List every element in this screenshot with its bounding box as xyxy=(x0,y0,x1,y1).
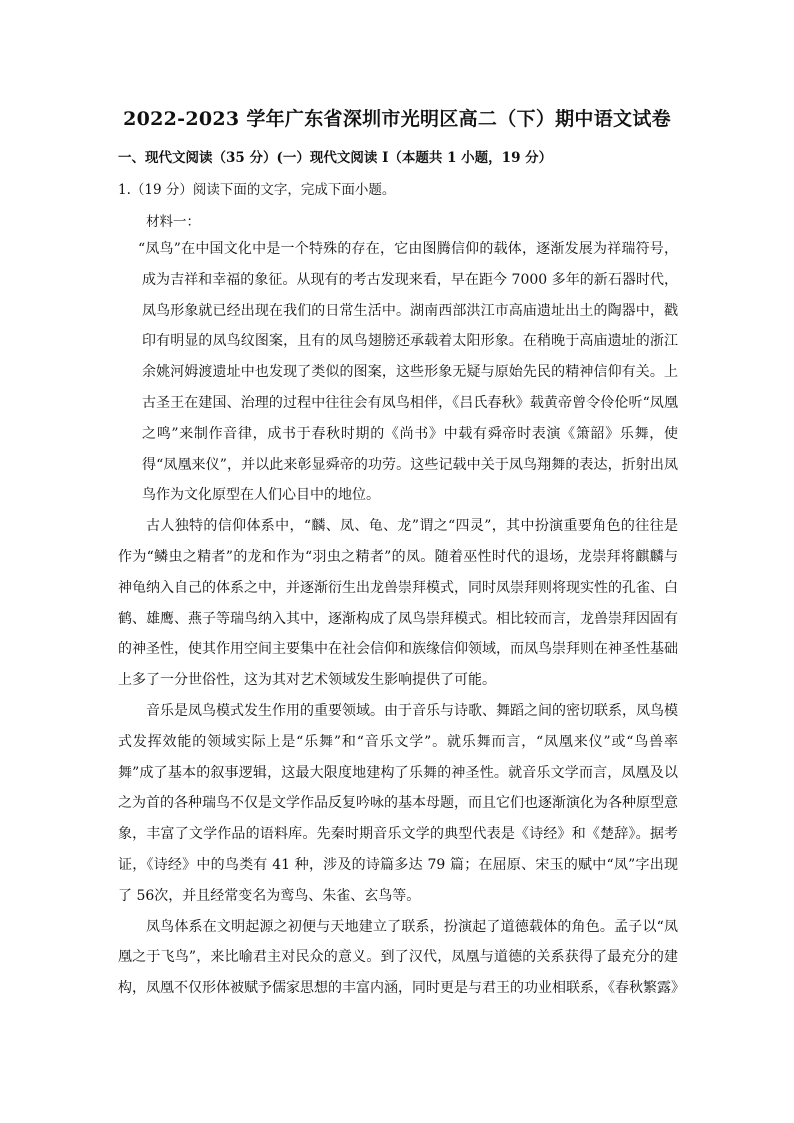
section-heading: 一、现代文阅读（35 分）(一）现代文阅读 Ⅰ（本题共 1 小题，19 分） xyxy=(118,150,553,166)
article-body xyxy=(118,234,685,1004)
material-label: 材料一： xyxy=(146,214,200,230)
paragraph-3: 音乐是凤鸟模式发生作用的重要领域。由于音乐与诗歌、舞蹈之间的密切联系，凤鸟模式发挥效能的领域实际上是“乐舞”和“音乐文学”。就乐舞而言，“凤凰来仪”或“鸟兽率舞”成了基本的叙事逻辑，这最大限度地建构了乐舞的神圣性。就音乐文学而言，凤凰及以之为首的各种瑞鸟不仅是文学作品反复吟咏的基本母题，而且它们也逐渐演化为各种原型意象，丰富了文学作品的语料库。先秦时期音乐文学的典型代表是《诗经》和《楚辞》。据考证，《诗经》中的鸟类有 41 种，涉及的诗篇多达 79 篇；在屈原、宋玉的赋中“凤”字出现了 56次，并且经常变名为鸾鸟、朱雀、玄鸟等。 xyxy=(118,702,678,904)
paragraph-1: “凤鸟”在中国文化中是一个特殊的存在，它由图腾信仰的载体，逐渐发展为祥瑞符号，成为吉祥和幸福的象征。从现有的考古发现来看，早在距今 7000 多年的新石器时代，凤鸟形象就已经出现在我们的日常生活中。湖南西部洪江市高庙遗址出土的陶器中，戳印有明显的凤鸟纹图案，且有的凤鸟翅膀还承载着太阳形象。在稍晚于高庙遗址的浙江余姚河姆渡遗址中也发现了类似的图案，这些形象无疑与原始先民的精神信仰有关。上古圣王在建国、治理的过程中往往会有凤鸟相伴，《吕氏春秋》载黄帝曾令伶伦听“凤凰之鸣”来制作音律，成书于春秋时期的《尚书》中载有舜帝时表演《箫韶》乐舞，使得“凤凰来仪”，并以此来彰显舜帝的功劳。这些记载中关于凤鸟翔舞的表达，折射出凤鸟作为文化原型在人们心目中的地位。 xyxy=(138,241,678,504)
exam-title: 2022-2023 学年广东省深圳市光明区高二（下）期中语文试卷 xyxy=(123,108,671,130)
question-intro: 1.（19 分）阅读下面的文字，完成下面小题。 xyxy=(118,182,396,198)
paragraph-4: 凤鸟体系在文明起源之初便与天地建立了联系，扮演起了道德载体的角色。孟子以“凤凰之于飞鸟”，来比喻君主对民众的意义。到了汉代，凤凰与道德的关系获得了最充分的建构，凤凰不仅形体被赋予儒家思想的丰富内涵，同时更是与君王的功业相联系，《春秋繁露》 xyxy=(118,918,685,997)
paragraph-2: 古人独特的信仰体系中，“麟、凤、龟、龙”谓之“四灵”，其中扮演重要角色的往往是作为“鳞虫之精者”的龙和作为“羽虫之精者”的凤。随着巫性时代的退场，龙崇拜将麒麟与神龟纳入自己的体系之中，并逐渐衍生出龙兽崇拜模式，同时凤崇拜则将现实性的孔雀、白鹤、雄鹰、燕子等瑞鸟纳入其中，逐渐构成了凤鸟崇拜模式。相比较而言，龙兽崇拜因固有的神圣性，使其作用空间主要集中在社会信仰和族缘信仰领域，而凤鸟崇拜则在神圣性基础上多了一分世俗性，这为其对艺术领域发生影响提供了可能。 xyxy=(118,518,678,689)
